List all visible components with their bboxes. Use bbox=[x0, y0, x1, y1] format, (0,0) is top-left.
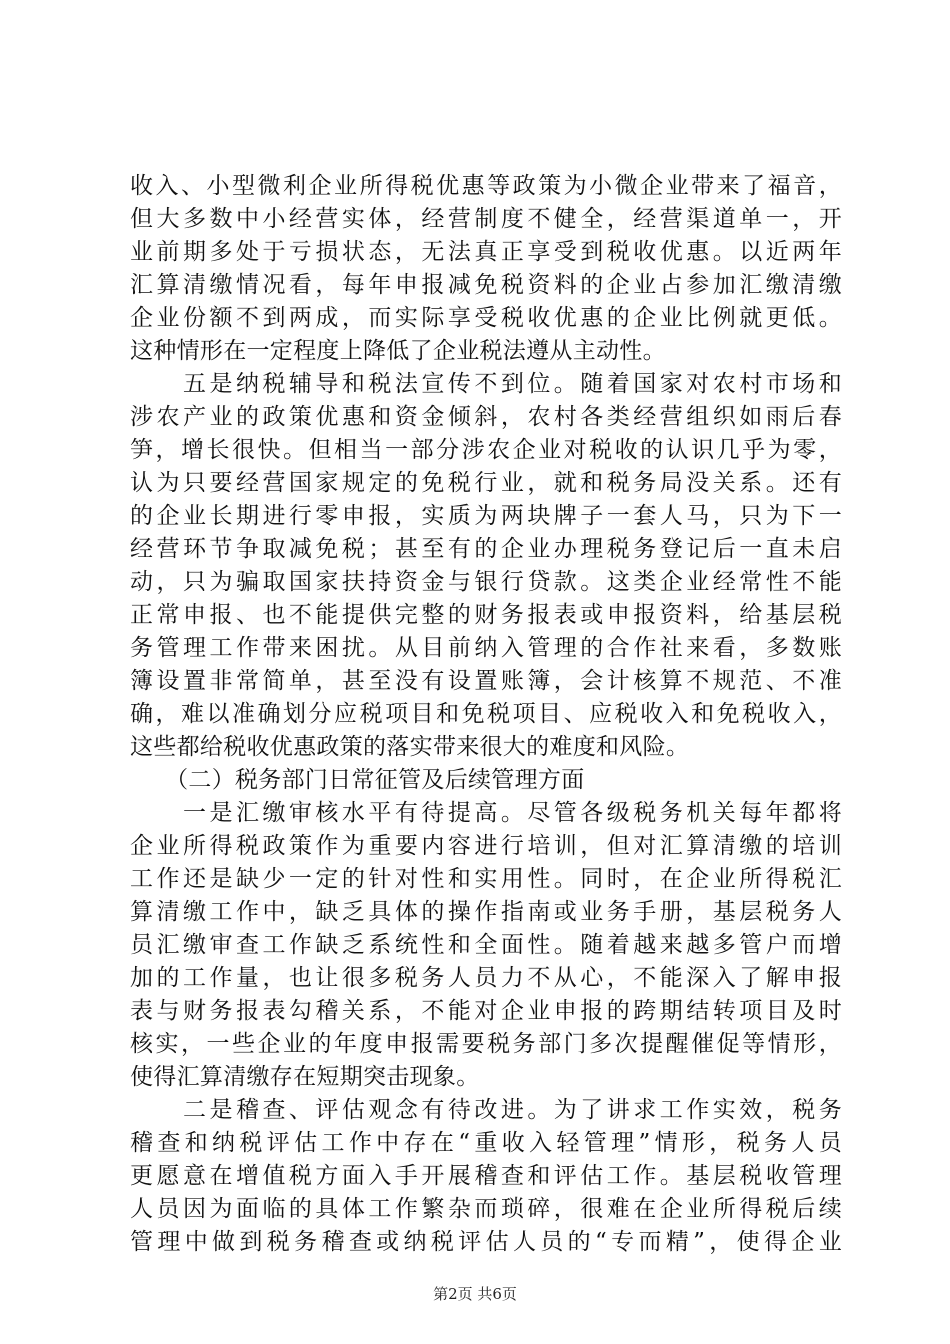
section-heading: （二）税务部门日常征管及后续管理方面 bbox=[130, 767, 585, 793]
text-line: 务管理工作带来困扰。从目前纳入管理的合作社来看，多数账 bbox=[130, 635, 842, 661]
text-line: 簿设置非常简单，甚至没有设置账簿，会计核算不规范、不准 bbox=[130, 668, 842, 694]
text-line: 涉农产业的政策优惠和资金倾斜，农村各类经营组织如雨后春 bbox=[130, 404, 842, 430]
text-line: 动，只为骗取国家扶持资金与银行贷款。这类企业经常性不能 bbox=[130, 569, 842, 595]
text-line: 五是纳税辅导和税法宣传不到位。随着国家对农村市场和 bbox=[130, 371, 842, 397]
text-line: 这些都给税收优惠政策的落实带来很大的难度和风险。 bbox=[130, 734, 690, 760]
text-line: 但大多数中小经营实体，经营制度不健全，经营渠道单一，开 bbox=[130, 206, 842, 232]
text-line: 这种情形在一定程度上降低了企业税法遵从主动性。 bbox=[130, 338, 666, 364]
text-line: 的企业长期进行零申报，实质为两块牌子一套人马，只为下一 bbox=[130, 503, 842, 529]
text-line: 正常申报、也不能提供完整的财务报表或申报资料，给基层税 bbox=[130, 602, 842, 628]
text-line: 核实，一些企业的年度申报需要税务部门多次提醒催促等情形， bbox=[130, 1031, 842, 1057]
text-line: 企业份额不到两成，而实际享受税收优惠的企业比例就更低。 bbox=[130, 305, 842, 331]
text-line: 管理中做到税务稽查或纳税评估人员的“专而精”，使得企业 bbox=[130, 1229, 842, 1255]
text-line: 工作还是缺少一定的针对性和实用性。同时，在企业所得税汇 bbox=[130, 866, 842, 892]
text-line: 使得汇算清缴存在短期突击现象。 bbox=[130, 1064, 480, 1090]
text-line: 汇算清缴情况看，每年申报减免税资料的企业占参加汇缴清缴 bbox=[130, 272, 842, 298]
text-line: 算清缴工作中，缺乏具体的操作指南或业务手册，基层税务人 bbox=[130, 899, 842, 925]
text-line: 一是汇缴审核水平有待提高。尽管各级税务机关每年都将 bbox=[130, 800, 842, 826]
text-line: 笋，增长很快。但相当一部分涉农企业对税收的认识几乎为零， bbox=[130, 437, 842, 463]
text-line: 认为只要经营国家规定的免税行业，就和税务局没关系。还有 bbox=[130, 470, 842, 496]
text-line: 加的工作量，也让很多税务人员力不从心，不能深入了解申报 bbox=[130, 965, 842, 991]
text-line: 表与财务报表勾稽关系，不能对企业申报的跨期结转项目及时 bbox=[130, 998, 842, 1024]
document-body bbox=[130, 170, 842, 1259]
text-line: 人员因为面临的具体工作繁杂而琐碎，很难在企业所得税后续 bbox=[130, 1196, 842, 1222]
text-line: 更愿意在增值税方面入手开展稽查和评估工作。基层税收管理 bbox=[130, 1163, 842, 1189]
text-line: 稽查和纳税评估工作中存在“重收入轻管理”情形，税务人员 bbox=[130, 1130, 842, 1156]
page-footer: 第2页 共6页 bbox=[433, 1285, 517, 1303]
text-line: 员汇缴审查工作缺乏系统性和全面性。随着越来越多管户而增 bbox=[130, 932, 842, 958]
text-line: 企业所得税政策作为重要内容进行培训，但对汇算清缴的培训 bbox=[130, 833, 842, 859]
text-line: 收入、小型微利企业所得税优惠等政策为小微企业带来了福音， bbox=[130, 173, 842, 199]
text-line: 二是稽查、评估观念有待改进。为了讲求工作实效，税务 bbox=[130, 1097, 842, 1123]
text-line: 经营环节争取减免税；甚至有的企业办理税务登记后一直未启 bbox=[130, 536, 842, 562]
text-line: 业前期多处于亏损状态，无法真正享受到税收优惠。以近两年 bbox=[130, 239, 842, 265]
text-line: 确，难以准确划分应税项目和免税项目、应税收入和免税收入， bbox=[130, 701, 842, 727]
